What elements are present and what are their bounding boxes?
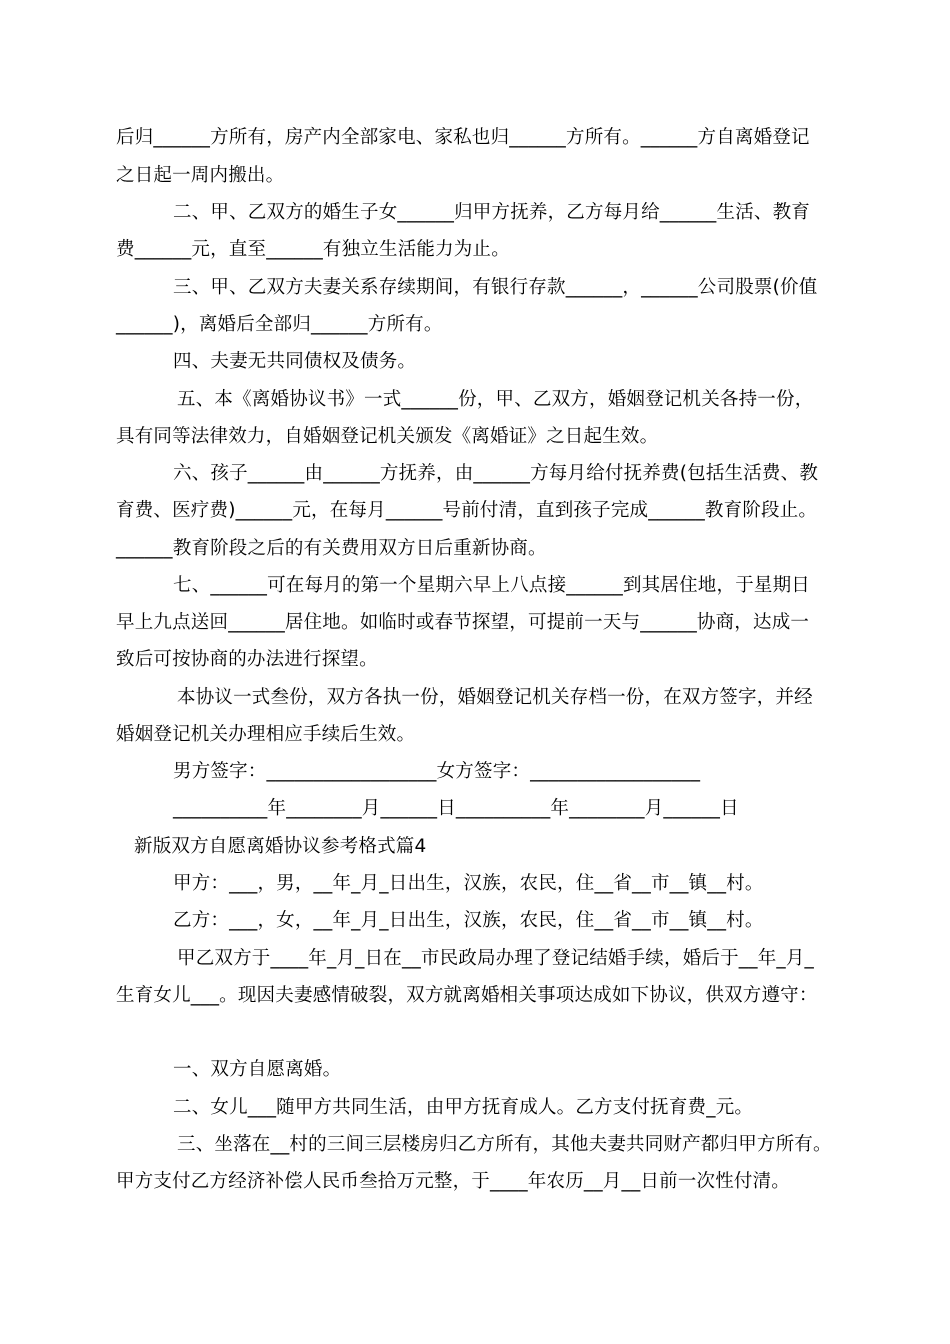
text-line: 早上九点送回______居住地。如临时或春节探望，可提前一天与______协商，达成一 (116, 612, 810, 633)
text-line: 费______元，直至______有独立生活能力为止。 (116, 239, 510, 260)
date-line: __________年________月______日__________年________月______日 (173, 798, 739, 819)
text-line: 乙方：___，女，__年_月_日出生，汉族，农民，住__省__市__镇__村。 (173, 910, 764, 931)
text-line: 二、甲、乙双方的婚生子女______归甲方抚养，乙方每月给______生活、教育 (173, 202, 811, 223)
signature-line: 男方签字：__________________女方签字：__________________ (173, 761, 701, 782)
text-line: 致后可按协商的办法进行探望。 (116, 649, 378, 670)
text-line: 后归______方所有，房产内全部家电、家私也归______方所有。______方自离婚登记 (116, 127, 810, 148)
text-line: 具有同等法律效力，自婚姻登记机关颁发《离婚证》之日起生效。 (116, 426, 659, 447)
text-line: 二、女儿___随甲方共同生活，由甲方抚育成人。乙方支付抚育费_元。 (173, 1097, 754, 1118)
text-line: 甲方：___，男，__年_月_日出生，汉族，农民，住__省__市__镇__村。 (173, 873, 764, 894)
text-line: 一、双方自愿离婚。 (173, 1059, 342, 1080)
text-line: 甲乙双方于____年_月_日在__市民政局办理了登记结婚手续，婚后于__年_月_ (177, 948, 815, 969)
text-line: ______)，离婚后全部归______方所有。 (116, 314, 443, 335)
text-line: ______教育阶段之后的有关费用双方日后重新协商。 (116, 538, 547, 559)
text-line: 六、孩子______由______方抚养，由______方每月给付抚养费(包括生活费、教 (173, 463, 819, 484)
text-line: 婚姻登记机关办理相应手续后生效。 (116, 724, 416, 745)
text-line: 三、坐落在__村的三间三层楼房归乙方所有，其他夫妻共同财产都归甲方所有。 (177, 1134, 832, 1155)
text-line: 四、夫妻无共同债权及债务。 (173, 351, 417, 372)
text-line: 育费、医疗费)______元，在每月______号前付清，直到孩子完成______教育阶段止。 (116, 500, 818, 521)
text-line: 五、本《离婚协议书》一式______份，甲、乙双方，婚姻登记机关各持一份， (177, 389, 814, 410)
text-line: 生育女儿___。现因夫妻感情破裂，双方就离婚相关事项达成如下协议，供双方遵守： (116, 985, 818, 1006)
text-line: 甲方支付乙方经济补偿人民币叁拾万元整，于____年农历__月__日前一次性付清。 (116, 1171, 791, 1192)
text-line: 本协议一式叁份，双方各执一份，婚姻登记机关存档一份，在双方签字，并经 (177, 687, 813, 708)
text-line: 七、______可在每月的第一个星期六早上八点接______到其居住地，于星期日 (173, 575, 811, 596)
section-heading: 新版双方自愿离婚协议参考格式篇4 (134, 836, 427, 857)
text-line: 三、甲、乙双方夫妻关系存续期间，有银行存款______，______公司股票(价值 (173, 277, 818, 298)
text-line: 之日起一周内搬出。 (116, 165, 285, 186)
